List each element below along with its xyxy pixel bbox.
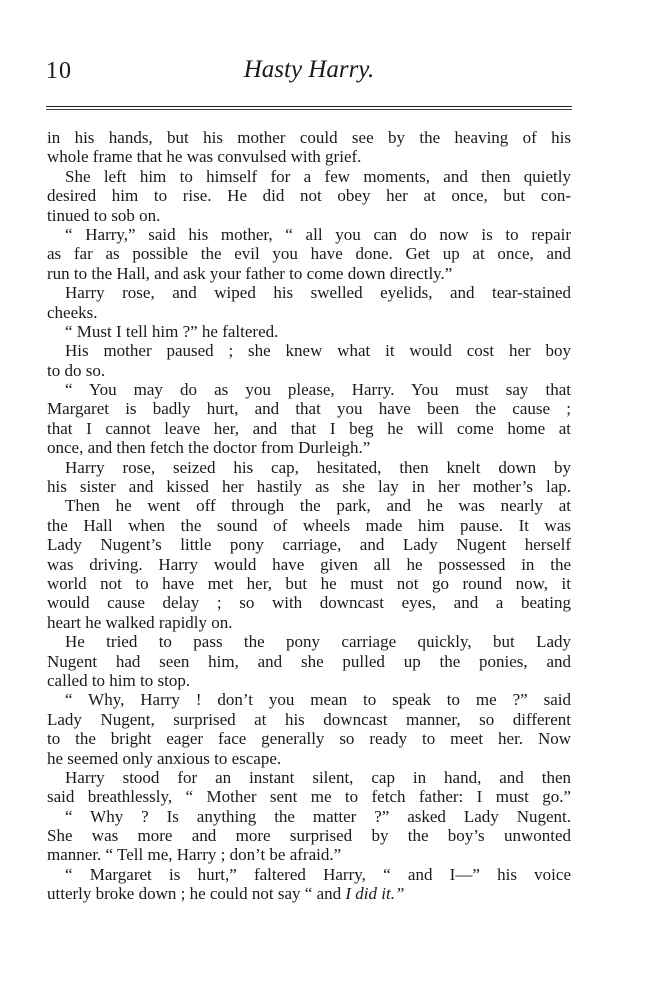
text-line-content: would cause delay ; so with downcast eyes, and a beating xyxy=(47,593,571,613)
text-line-content: Lady Nugent’s little pony carriage, and Lady Nugent herself xyxy=(47,535,571,555)
text-line xyxy=(47,787,571,806)
text-line-content: that I cannot leave her, and that I beg he will come home at xyxy=(47,418,571,438)
text-line xyxy=(47,632,571,651)
text-line xyxy=(47,303,571,322)
text-line xyxy=(47,283,571,302)
text-line xyxy=(47,845,571,864)
text-line xyxy=(47,147,571,166)
text-line-content: His mother paused ; she knew what it would cost her boy xyxy=(65,341,571,361)
text-line xyxy=(47,826,571,845)
text-line xyxy=(47,574,571,593)
text-line xyxy=(47,613,571,632)
page-header xyxy=(46,56,572,96)
page-number: 10 xyxy=(46,58,72,84)
text-line xyxy=(47,710,571,729)
text-line xyxy=(47,865,571,884)
text-line-content: Harry stood for an instant silent, cap in hand, and then xyxy=(65,767,571,787)
text-line xyxy=(47,496,571,515)
text-line-content: was driving. Harry would have given all he possessed in the xyxy=(47,554,571,574)
text-line xyxy=(47,807,571,826)
italic-phrase: I did it.” xyxy=(345,884,405,904)
text-line-content: Harry rose, and wiped his swelled eyelids, and tear-stained xyxy=(65,283,571,303)
text-line-content: once, and then fetch the doctor from Durleigh.” xyxy=(47,438,371,458)
text-line-content: manner. “ Tell me, Harry ; don’t be afraid.” xyxy=(47,845,342,865)
text-line xyxy=(47,671,571,690)
text-line-content: utterly broke down ; he could not say “ and xyxy=(47,884,346,904)
text-line xyxy=(47,322,571,341)
header-rule xyxy=(46,106,572,107)
text-line-content: “ Margaret is hurt,” faltered Harry, “ and I—” his voice xyxy=(65,864,571,884)
text-line xyxy=(47,244,571,263)
text-line-content: “ Why ? Is anything the matter ?” asked Lady Nugent. xyxy=(65,806,571,826)
text-line-content: in his hands, but his mother could see by the heaving of his xyxy=(47,128,571,147)
text-line xyxy=(47,729,571,748)
text-line xyxy=(47,167,571,186)
text-line-content: the Hall when the sound of wheels made him pause. It was xyxy=(47,515,571,535)
text-line xyxy=(47,768,571,787)
text-line-content: world not to have met her, but he must not go round now, it xyxy=(47,573,571,593)
text-line-content: He tried to pass the pony carriage quickly, but Lady xyxy=(65,632,571,652)
text-line xyxy=(47,535,571,554)
text-line-content: desired him to rise. He did not obey her at once, but con- xyxy=(47,186,571,206)
text-line xyxy=(47,690,571,709)
text-line-content: to the bright eager face generally so ready to meet her. Now xyxy=(47,729,571,749)
text-line-content: Nugent had seen him, and she pulled up the ponies, and xyxy=(47,651,571,671)
text-line xyxy=(47,884,571,903)
text-line xyxy=(47,341,571,360)
text-line-content: Harry rose, seized his cap, hesitated, then knelt down by xyxy=(65,457,571,477)
body-text xyxy=(47,128,571,904)
text-line-content: She was more and more surprised by the boy’s unwonted xyxy=(47,826,571,846)
text-line-content: Margaret is badly hurt, and that you have been the cause ; xyxy=(47,399,571,419)
text-line xyxy=(47,128,571,147)
text-line-content: he seemed only anxious to escape. xyxy=(47,748,282,768)
text-line xyxy=(47,186,571,205)
text-line-content: run to the Hall, and ask your father to come down directly.” xyxy=(47,263,453,283)
text-line xyxy=(47,225,571,244)
text-line xyxy=(47,477,571,496)
text-line-content: cheeks. xyxy=(47,302,98,322)
text-line xyxy=(47,438,571,457)
text-line-content: called to him to stop. xyxy=(47,670,191,690)
text-line-content: tinued to sob on. xyxy=(47,205,161,225)
text-line-content: “ Harry,” said his mother, “ all you can do now is to repair xyxy=(65,224,571,244)
text-line-content: his sister and kissed her hastily as she lay in her mother’s lap. xyxy=(47,477,571,497)
text-line xyxy=(47,593,571,612)
text-line xyxy=(47,361,571,380)
text-line-content: whole frame that he was convulsed with grief. xyxy=(47,147,362,167)
text-line-content: “ Must I tell him ?” he faltered. xyxy=(65,321,279,341)
text-line-content: to do so. xyxy=(47,360,106,380)
text-line-content: “ Why, Harry ! don’t you mean to speak to me ?” said xyxy=(65,690,571,710)
header-rule-thin xyxy=(46,109,572,110)
text-line xyxy=(47,264,571,283)
text-line-content: heart he walked rapidly on. xyxy=(47,612,233,632)
text-line xyxy=(47,458,571,477)
text-line-content: Lady Nugent, surprised at his downcast manner, so different xyxy=(47,709,571,729)
text-line xyxy=(47,419,571,438)
text-line xyxy=(47,749,571,768)
text-line-content: She left him to himself for a few moments, and then quietly xyxy=(65,166,571,186)
text-line-content: “ You may do as you please, Harry. You must say that xyxy=(65,380,571,400)
text-line xyxy=(47,380,571,399)
text-line-content: said breathlessly, “ Mother sent me to fetch father: I must go.” xyxy=(47,787,571,807)
text-line xyxy=(47,652,571,671)
text-line xyxy=(47,399,571,418)
running-title: Hasty Harry. xyxy=(243,56,375,83)
text-line xyxy=(47,206,571,225)
text-line xyxy=(47,555,571,574)
text-line-content: as far as possible the evil you have done. Get up at once, and xyxy=(47,244,571,264)
text-line-content: Then he went off through the park, and he was nearly at xyxy=(65,496,571,516)
text-line xyxy=(47,516,571,535)
